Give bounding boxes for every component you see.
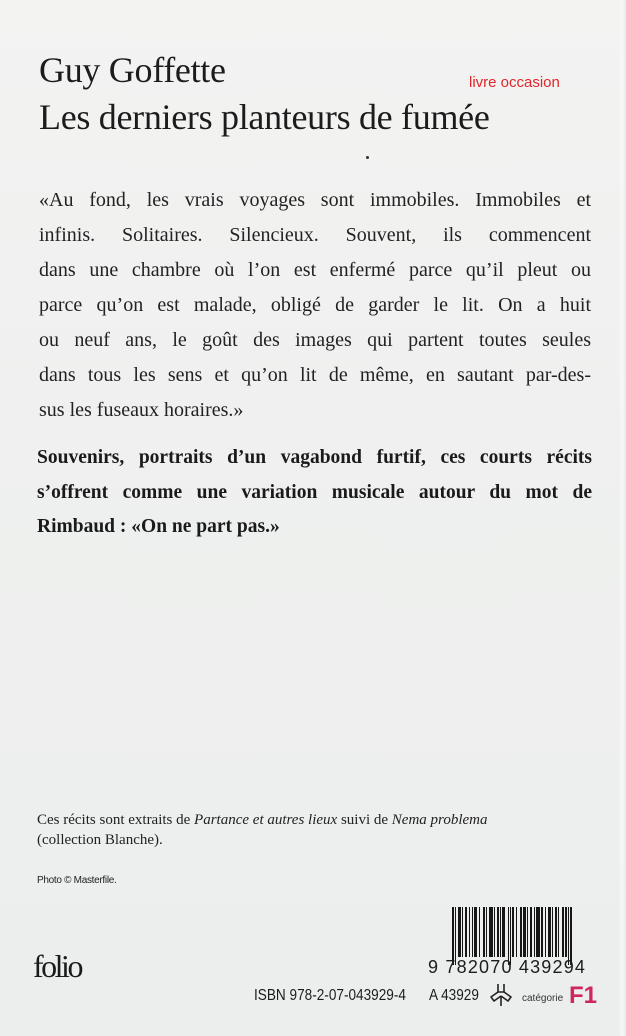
source-prefix: Ces récits sont extraits de: [37, 812, 195, 828]
barcode-digits: 9 782070 439294: [428, 957, 587, 977]
quote-line: dans une chambre où l’on est enfermé parce qu’il pleut ou: [39, 259, 591, 281]
quote-line: dans tous les sens et qu’on lit de même, en sautant par-des-: [39, 364, 591, 386]
quote-line: «Au fond, les vrais voyages sont immobiles. Immobiles et: [39, 189, 591, 211]
quote-line: infinis. Solitaires. Silencieux. Souvent, ils commencent: [39, 224, 591, 246]
blurb-line: s’offrent comme une variation musicale autour du mot de: [37, 481, 592, 503]
blurb-line: Souvenirs, portraits d’un vagabond furtif, ces courts récits: [37, 447, 592, 468]
category-label: catégorie: [522, 993, 564, 1004]
barcode-icon: [452, 907, 612, 957]
blurb: [37, 441, 592, 545]
source-suffix: (collection Blanche).: [37, 832, 163, 848]
isbn: ISBN 978-2-07-043929-4: [254, 987, 406, 1004]
speck: [366, 156, 369, 159]
used-book-sticker: livre occasion: [469, 74, 560, 91]
source-work-title: Nema problema: [391, 812, 488, 828]
photo-credit: Photo © Masterfile.: [37, 875, 117, 886]
category-code: F1: [569, 982, 598, 1009]
publisher-logo: folio: [33, 948, 81, 984]
recycle-icon: [488, 982, 514, 1008]
quote-line: parce qu’on est malade, obligé de garder le lit. On a huit: [39, 294, 591, 316]
quote-line: sus les fuseaux horaires.»: [39, 399, 244, 421]
source-note: [37, 810, 597, 850]
source-middle: suivi de: [337, 812, 392, 828]
quote-line: ou neuf ans, le goût des images qui partent toutes seules: [39, 329, 591, 351]
cover-edge: [618, 0, 626, 1036]
source-work-title: Partance et autres lieux: [194, 812, 338, 828]
book-title: Les derniers planteurs de fumée: [39, 97, 490, 137]
blurb-line: Rimbaud : «On ne part pas.»: [37, 516, 280, 537]
author-name: Guy Goffette: [39, 50, 226, 90]
article-number: A 43929: [429, 987, 479, 1004]
excerpt-quote: [39, 183, 591, 428]
